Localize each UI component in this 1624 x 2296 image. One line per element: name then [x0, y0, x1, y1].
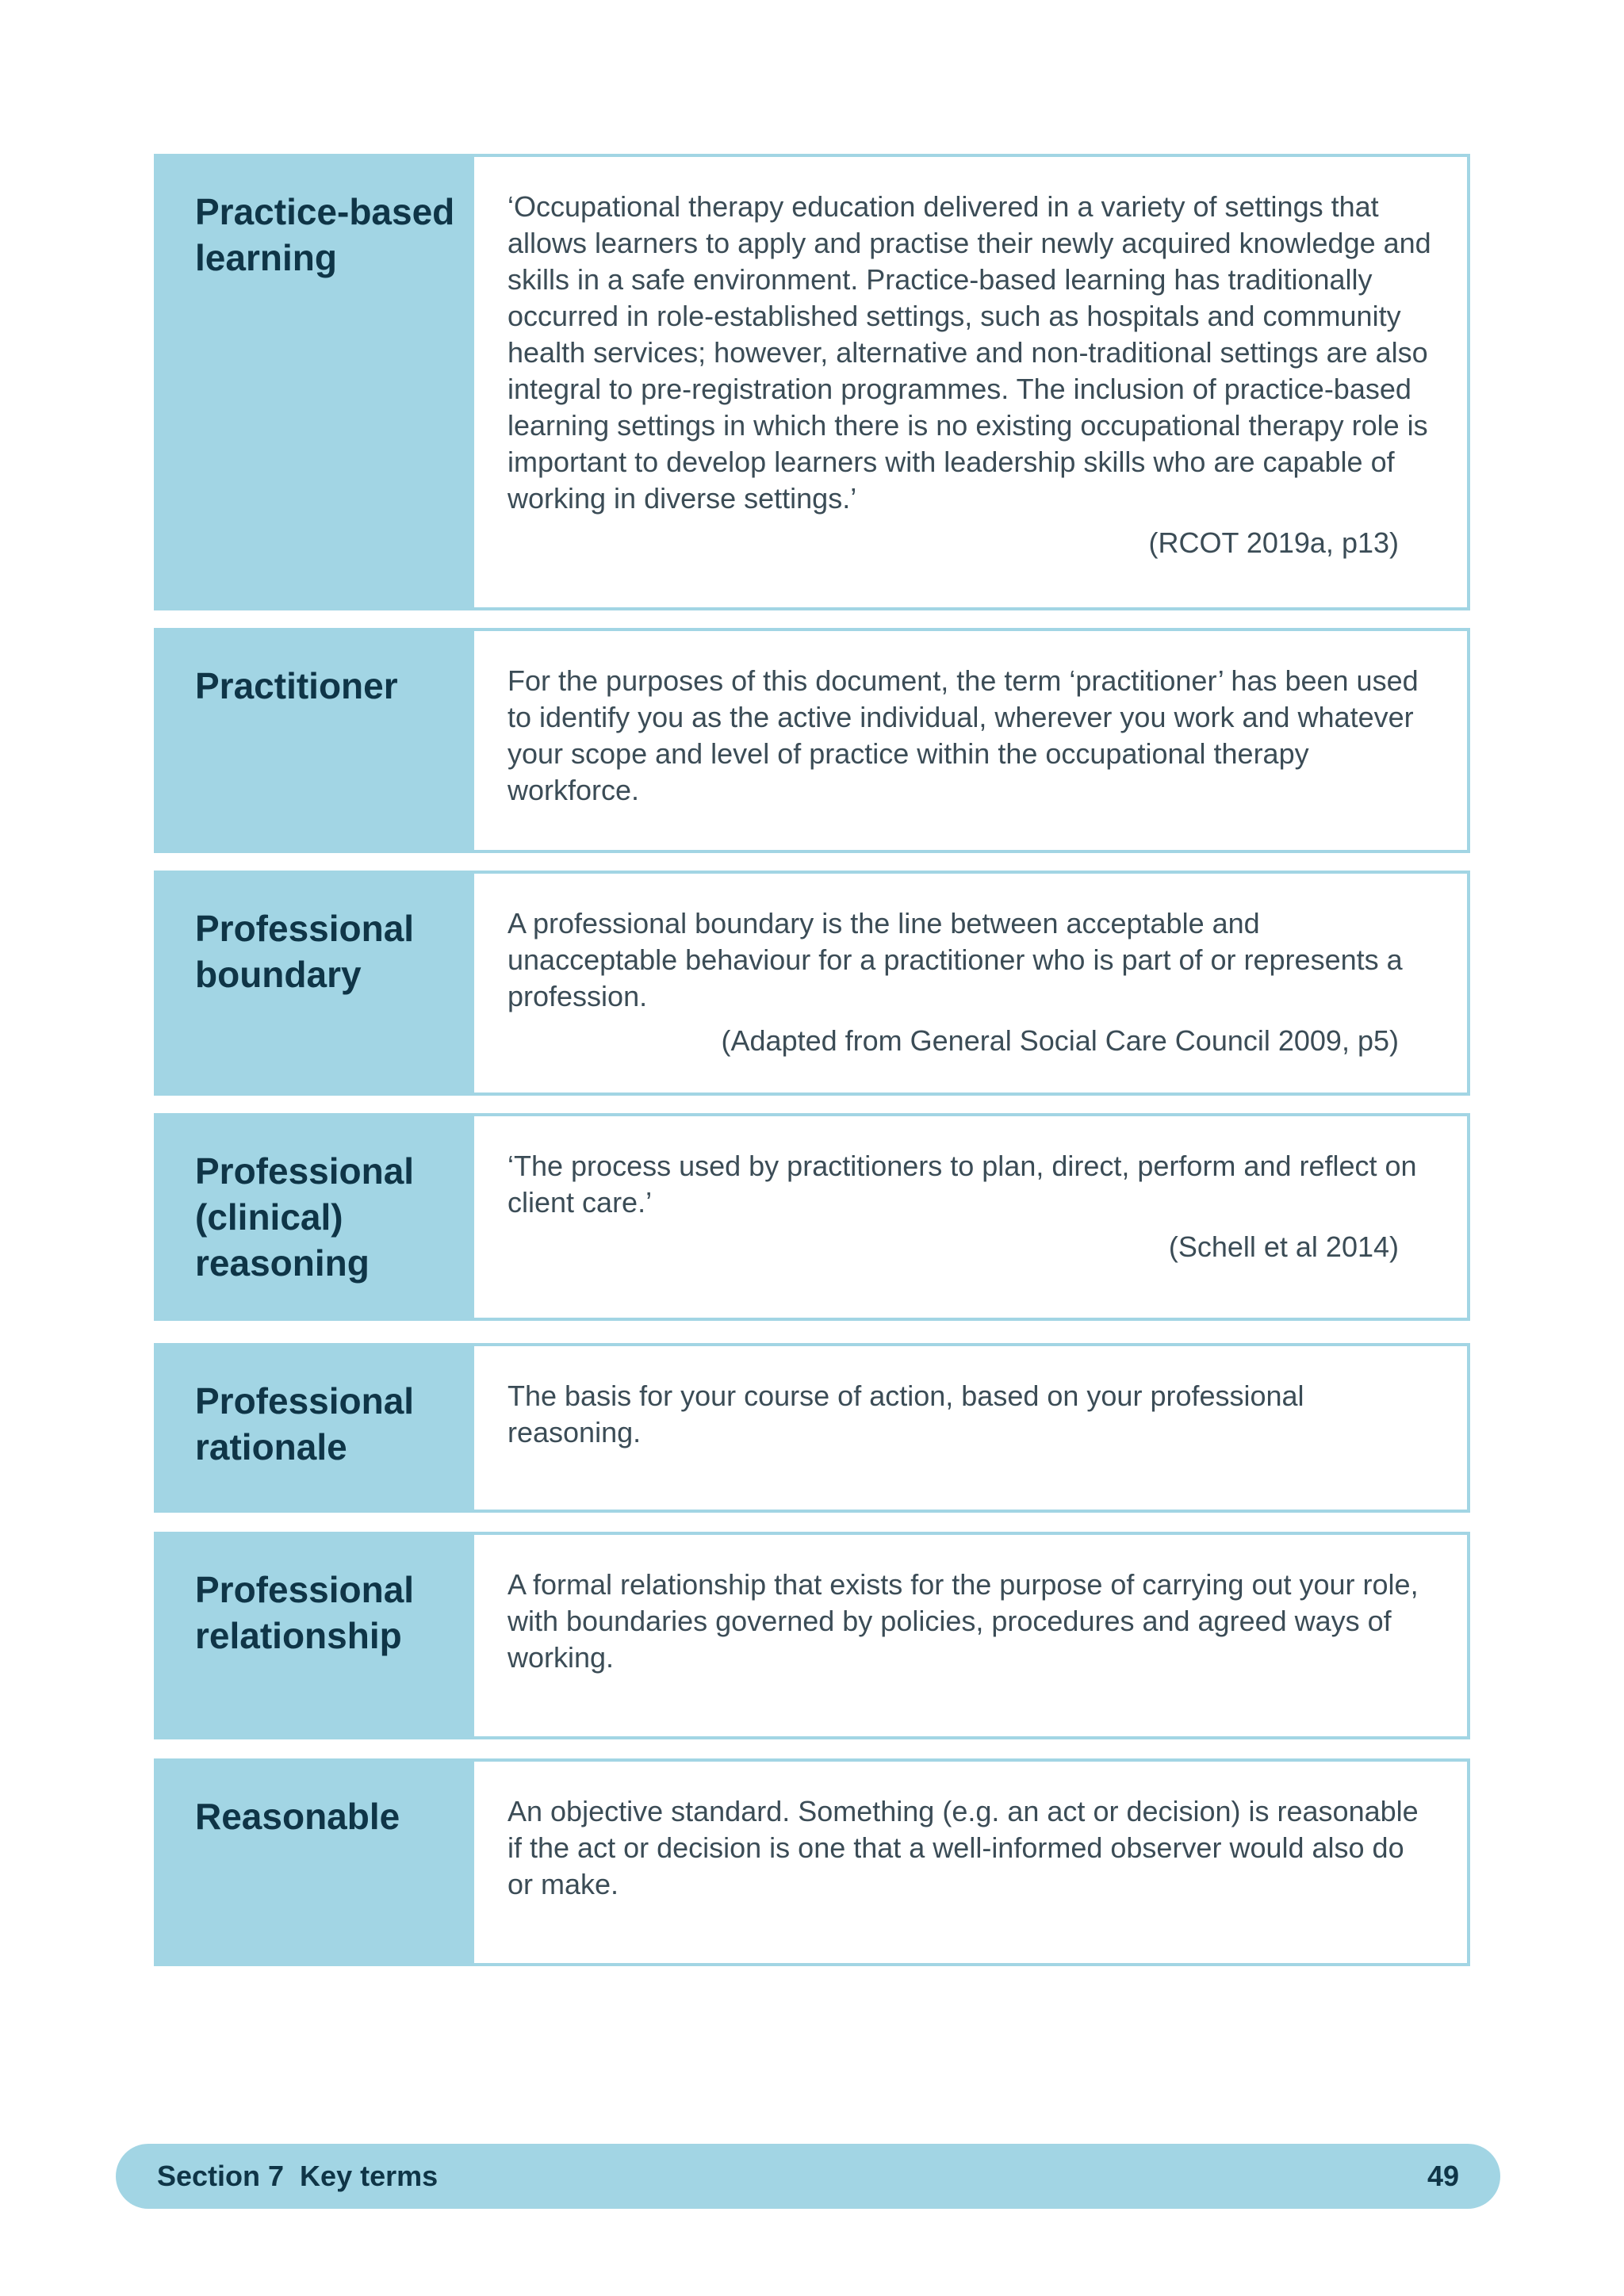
term-definition: For the purposes of this document, the term ‘practitioner’ has been used to identify you as the active individual, wherever you work and whatever your scope and level of practice within the occupational therapy workforce.	[508, 664, 1419, 806]
term-label: Practice-based learning	[157, 157, 474, 607]
term-label: Professional boundary	[157, 874, 474, 1093]
term-definition: A professional boundary is the line between acceptable and unacceptable behaviour for a practitioner who is part of or represents a profession.	[508, 907, 1403, 1012]
term-row-professional-rationale	[154, 1343, 1470, 1513]
term-body	[474, 874, 1467, 1093]
term-label: Professional relationship	[157, 1535, 474, 1736]
term-row-professional-clinical-reasoning	[154, 1113, 1470, 1321]
term-definition: A formal relationship that exists for the purpose of carrying out your role, with boundaries governed by policies, procedures and agreed ways of working.	[508, 1568, 1419, 1674]
term-label: Professional (clinical) reasoning	[157, 1116, 474, 1318]
term-label: Reasonable	[157, 1762, 474, 1963]
term-definition: The basis for your course of action, based on your professional reasoning.	[508, 1380, 1304, 1448]
term-definition: ‘The process used by practitioners to plan, direct, perform and reflect on client care.’	[508, 1150, 1417, 1219]
term-definition: An objective standard. Something (e.g. an act or decision) is reasonable if the act or decision is one that a well-informed observer would also do or make.	[508, 1795, 1419, 1900]
term-body	[474, 1762, 1467, 1963]
term-label: Professional rationale	[157, 1346, 474, 1510]
term-body	[474, 631, 1467, 850]
term-row-practice-based-learning	[154, 154, 1470, 610]
term-label: Practitioner	[157, 631, 474, 850]
page-footer	[116, 2144, 1500, 2209]
footer-section-title: Section 7 Key terms	[157, 2160, 439, 2192]
term-definition: ‘Occupational therapy education delivered in a variety of settings that allows learners to apply and practise their newly acquired knowledge and skills in a safe environment. Practice-based learning has traditionally occurred in role-established settings, such as hospitals and community health services; however, alternative and non-traditional settings are also integral to pre-registration programmes. The inclusion of practice-based learning settings in which there is no existing occupational therapy role is important to develop learners with leadership skills who are capable of working in diverse settings.’	[508, 190, 1431, 515]
term-body	[474, 1346, 1467, 1510]
term-citation: (Schell et al 2014)	[1168, 1230, 1399, 1263]
term-body	[474, 1116, 1467, 1318]
term-citation: (RCOT 2019a, p13)	[1148, 526, 1399, 559]
term-body	[474, 1535, 1467, 1736]
page-number: 49	[1427, 2160, 1459, 2192]
term-row-reasonable	[154, 1758, 1470, 1966]
term-citation: (Adapted from General Social Care Council 2009, p5)	[721, 1024, 1399, 1057]
term-row-professional-boundary	[154, 871, 1470, 1096]
term-row-practitioner	[154, 628, 1470, 853]
term-row-professional-relationship	[154, 1532, 1470, 1739]
term-body	[474, 157, 1467, 607]
